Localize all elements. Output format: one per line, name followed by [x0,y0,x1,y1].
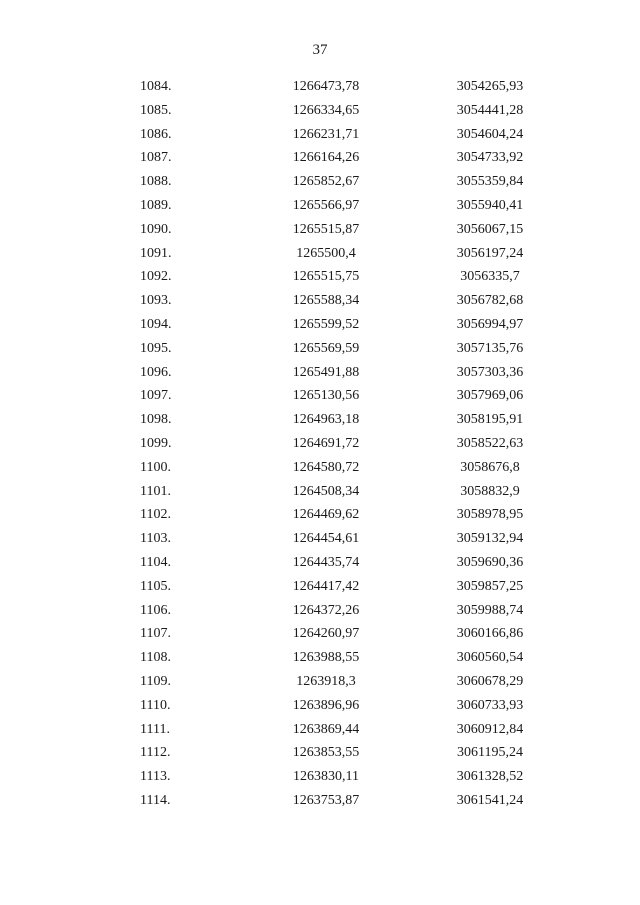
table-row [0,289,640,313]
table-row [0,99,640,123]
x-coordinate: 1263896,96 [292,697,360,713]
y-coordinate: 3057135,76 [456,340,524,356]
x-coordinate: 1266164,26 [292,150,360,166]
y-coordinate: 3060166,86 [456,626,524,642]
table-row [0,432,640,456]
table-row [0,146,640,170]
y-coordinate: 3054441,28 [456,102,524,118]
point-number: 1097. [140,388,172,404]
table-row [0,480,640,504]
point-number: 1109. [140,673,171,689]
x-coordinate: 1264260,97 [292,626,360,642]
y-coordinate: 3058676,8 [460,459,520,475]
point-number: 1090. [140,221,172,237]
point-number: 1106. [140,602,171,618]
x-coordinate: 1264372,26 [292,602,360,618]
table-row [0,456,640,480]
point-number: 1092. [140,269,172,285]
table-row [0,170,640,194]
y-coordinate: 3060912,84 [456,721,524,737]
y-coordinate: 3056994,97 [456,316,524,332]
point-number: 1108. [140,650,171,666]
y-coordinate: 3060733,93 [456,697,524,713]
point-number: 1087. [140,150,172,166]
point-number: 1091. [140,245,172,261]
point-number: 1113. [140,769,171,785]
x-coordinate: 1264435,74 [292,554,360,570]
y-coordinate: 3055359,84 [456,174,524,190]
y-coordinate: 3054265,93 [456,79,524,94]
point-number: 1085. [140,102,172,118]
y-coordinate: 3059690,36 [456,554,524,570]
page-number: 37 [312,42,328,58]
point-number: 1105. [140,578,171,594]
point-number: 1110. [140,697,171,713]
x-coordinate: 1264691,72 [292,435,360,451]
table-row [0,75,640,99]
table-row [0,622,640,646]
x-coordinate: 1265491,88 [292,364,360,380]
point-number: 1114. [140,792,171,808]
y-coordinate: 3059132,94 [456,531,524,547]
point-number: 1088. [140,174,172,190]
point-number: 1095. [140,340,172,356]
table-row [0,384,640,408]
x-coordinate: 1263918,3 [296,673,356,689]
point-number: 1093. [140,293,172,309]
point-number: 1086. [140,126,172,142]
point-number: 1102. [140,507,171,523]
x-coordinate: 1265852,67 [292,174,360,190]
point-number: 1107. [140,626,171,642]
x-coordinate: 1264469,62 [292,507,360,523]
table-row [0,741,640,765]
y-coordinate: 3058978,95 [456,507,524,523]
x-coordinate: 1265599,52 [292,316,360,332]
table-row [0,218,640,242]
table-row [0,408,640,432]
y-coordinate: 3056067,15 [456,221,524,237]
x-coordinate: 1265566,97 [292,197,360,213]
table-row [0,575,640,599]
table-row [0,503,640,527]
x-coordinate: 1264580,72 [292,459,360,475]
y-coordinate: 3061195,24 [457,745,523,761]
x-coordinate: 1263853,55 [292,745,360,761]
x-coordinate: 1266473,78 [292,79,360,94]
table-row [0,694,640,718]
x-coordinate: 1266334,65 [292,102,360,118]
x-coordinate: 1263869,44 [292,721,360,737]
point-number: 1096. [140,364,172,380]
x-coordinate: 1265130,56 [292,388,360,404]
y-coordinate: 3058195,91 [456,412,524,428]
coordinates-table [0,75,640,813]
point-number: 1101. [140,483,171,499]
table-row [0,718,640,742]
x-coordinate: 1263753,87 [292,792,360,808]
point-number: 1098. [140,412,172,428]
y-coordinate: 3057969,06 [456,388,524,404]
x-coordinate: 1265500,4 [296,245,356,261]
table-row [0,361,640,385]
y-coordinate: 3060560,54 [456,650,524,666]
point-number: 1084. [140,79,172,94]
table-row [0,599,640,623]
y-coordinate: 3061541,24 [456,792,524,808]
y-coordinate: 3059988,74 [456,602,524,618]
x-coordinate: 1265569,59 [292,340,360,356]
table-row [0,646,640,670]
y-coordinate: 3061328,52 [456,769,524,785]
y-coordinate: 3054604,24 [456,126,524,142]
table-row [0,551,640,575]
point-number: 1111. [140,721,170,737]
point-number: 1103. [140,531,171,547]
x-coordinate: 1264508,34 [292,483,360,499]
y-coordinate: 3058832,9 [460,483,520,499]
table-row [0,527,640,551]
y-coordinate: 3060678,29 [456,673,524,689]
point-number: 1099. [140,435,172,451]
x-coordinate: 1265515,75 [292,269,360,285]
table-row [0,337,640,361]
x-coordinate: 1265515,87 [292,221,360,237]
point-number: 1089. [140,197,172,213]
point-number: 1094. [140,316,172,332]
y-coordinate: 3056335,7 [460,269,520,285]
point-number: 1112. [140,745,171,761]
y-coordinate: 3059857,25 [456,578,524,594]
y-coordinate: 3054733,92 [456,150,524,166]
point-number: 1100. [140,459,171,475]
table-row [0,123,640,147]
point-number: 1104. [140,554,171,570]
y-coordinate: 3058522,63 [456,435,524,451]
x-coordinate: 1263988,55 [292,650,360,666]
table-row [0,313,640,337]
y-coordinate: 3056197,24 [456,245,524,261]
table-row [0,765,640,789]
x-coordinate: 1264417,42 [292,578,360,594]
x-coordinate: 1264454,61 [292,531,360,547]
x-coordinate: 1264963,18 [292,412,360,428]
y-coordinate: 3056782,68 [456,293,524,309]
table-row [0,670,640,694]
table-row [0,789,640,813]
table-row [0,242,640,266]
y-coordinate: 3055940,41 [456,197,524,213]
y-coordinate: 3057303,36 [456,364,524,380]
table-row [0,265,640,289]
x-coordinate: 1265588,34 [292,293,360,309]
x-coordinate: 1263830,11 [293,769,359,785]
table-row [0,194,640,218]
x-coordinate: 1266231,71 [292,126,360,142]
